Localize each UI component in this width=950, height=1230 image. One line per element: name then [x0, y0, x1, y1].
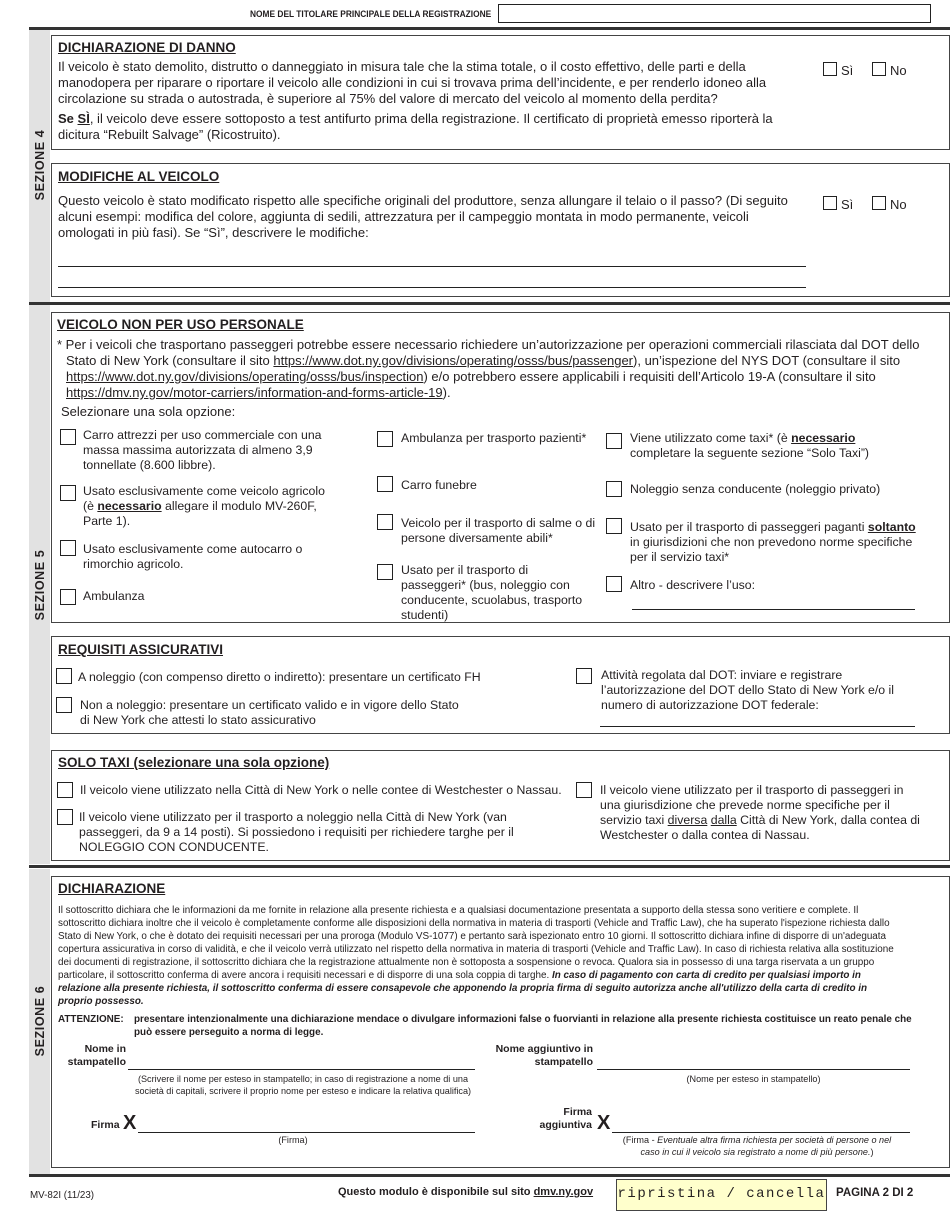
owner-name-input[interactable] — [498, 4, 931, 23]
divider — [29, 27, 950, 30]
dot-regulated-checkbox[interactable] — [576, 668, 592, 684]
tow-truck-checkbox[interactable] — [60, 429, 76, 445]
owner-label: NOME DEL TITOLARE PRINCIPALE DELLA REGISTRAZIONE — [250, 9, 492, 20]
passenger-transport-label: Usato per il trasporto di passeggeri* (bus, noleggio con conducente, scuolabus, trasporto studenti) — [401, 563, 583, 622]
additional-name-line[interactable] — [597, 1069, 910, 1070]
farm-truck-checkbox[interactable] — [60, 540, 76, 556]
paying-passengers-label: Usato per il trasporto di passeggeri paganti soltanto in giurisdizioni che non prevedono norme specifiche per il servizio taxi* — [630, 520, 916, 564]
signature-label: Firma — [91, 1119, 120, 1131]
mods-question: Questo veicolo è stato modificato rispetto alle specifiche originali del produttore, senza allungare il telaio o il passo? (Di seguito alcuni esempi: modifica del colore, aggiunta di sedili, attrezzatura per il campeggio montata in modo permanente, veicoli omologati in più fasi). Se “Sì”, descrivere le modifiche: — [58, 193, 788, 240]
other-use-label: Altro - descrivere l’uso: — [630, 578, 756, 592]
mods-line-2[interactable] — [58, 287, 806, 288]
paying-passengers-checkbox[interactable] — [606, 518, 622, 534]
damage-yes-label: Sì — [841, 63, 854, 78]
nonpersonal-intro: * Per i veicoli che trasportano passeggeri potrebbe essere necessario richiedere un’autorizzazione per operazioni commerciali rilasciata dal DOT dello Stato di New York (consultare il sito https://www.dot.ny.gov/divisions/operating/osss/bus/passenger), un’ispezione del NYS DOT (consultare il sito https://www.dot.ny.gov/divisions/operating/osss/bus/inspection) e/o potrebbero essere applicabili i requisiti dell’Articolo 19-A (consultare il sito https://dmv.ny.gov/motor-carriers/information-and-forms-article-19). — [57, 337, 920, 400]
mods-yes-label: Sì — [841, 197, 854, 212]
dot-number-line[interactable] — [600, 726, 915, 727]
passenger-transport-checkbox[interactable] — [377, 564, 393, 580]
form-id: MV-82I (11/23) — [30, 1190, 95, 1201]
page-number: PAGINA 2 DI 2 — [836, 1187, 914, 1199]
damage-no-label: No — [890, 63, 907, 78]
print-name-label: Nome in stampatello — [67, 1043, 126, 1068]
tow-truck-label: Carro attrezzi per uso commerciale con una massa massima autorizzata di almeno 3,9 tonnellate (8.600 libbre). — [83, 428, 322, 472]
article-19-link[interactable]: https://dmv.ny.gov/motor-carriers/information-and-forms-article-19 — [66, 385, 443, 400]
other-jurisdiction-checkbox[interactable] — [576, 782, 592, 798]
dot-regulated-label: Attività regolata dal DOT: inviare e registrare l’autorizzazione del DOT dello Stato di New York e/o il numero di autorizzazione DOT federale: — [601, 668, 895, 712]
signature-hint: (Firma) — [278, 1135, 308, 1145]
invalid-coach-checkbox[interactable] — [377, 514, 393, 530]
additional-signature-x-mark: X — [597, 1112, 611, 1134]
mods-no-label: No — [890, 197, 907, 212]
patient-ambulance-label: Ambulanza per trasporto pazienti* — [401, 431, 587, 445]
dmv-link[interactable]: dmv.ny.gov — [533, 1186, 594, 1198]
hearse-checkbox[interactable] — [377, 476, 393, 492]
select-one-label: Selezionare una sola opzione: — [61, 404, 236, 419]
nyc-taxi-checkbox[interactable] — [57, 782, 73, 798]
divider — [29, 302, 950, 305]
signature-x-mark: X — [123, 1112, 137, 1134]
for-hire-checkbox[interactable] — [56, 668, 72, 684]
mods-no-checkbox[interactable] — [872, 196, 886, 210]
mods-yes-checkbox[interactable] — [823, 196, 837, 210]
ambulance-label: Ambulanza — [83, 589, 145, 603]
section-5-label: SEZIONE 5 — [33, 549, 47, 621]
not-for-hire-checkbox[interactable] — [56, 697, 72, 713]
damage-question: Il veicolo è stato demolito, distrutto o danneggiato in misura tale che la stima totale, o il costo effettivo, delle parti e della manodopera per riparare o riportare il veicolo alle condizioni in cui si trovava prima dell’incidente, e per renderlo idoneo alla circolazione su strada o autostrada, è superiore al 75% del valore di mercato del veicolo al momento della perdita? — [58, 59, 767, 106]
section-4-label: SEZIONE 4 — [33, 129, 47, 201]
additional-name-label: Nome aggiuntivo in stampatello — [495, 1043, 593, 1068]
not-for-hire-label: Non a noleggio: presentare un certificato valido e in vigore dello Stato di New York che attesti lo stato assicurativo — [80, 698, 459, 727]
invalid-coach-label: Veicolo per il trasporto di salme o di persone diversamente abili* — [401, 516, 596, 545]
taxi-label: Viene utilizzato come taxi* (è necessario completare la seguente sezione “Solo Taxi”) — [630, 431, 870, 460]
hearse-label: Carro funebre — [401, 478, 477, 492]
section-6-label: SEZIONE 6 — [33, 985, 47, 1057]
signature-line[interactable] — [138, 1132, 475, 1133]
damage-title: DICHIARAZIONE DI DANNO — [58, 40, 236, 55]
declaration-title: DICHIARAZIONE — [58, 881, 166, 896]
patient-ambulance-checkbox[interactable] — [377, 431, 393, 447]
damage-no-checkbox[interactable] — [872, 62, 886, 76]
other-use-checkbox[interactable] — [606, 576, 622, 592]
insurance-title: REQUISITI ASSICURATIVI — [58, 642, 224, 657]
warning-text: ATTENZIONE: presentare intenzionalmente una dichiarazione mendace o divulgare informazioni false o fuorvianti in relazione alla presente richiesta costituisce un reato penale che può essere perseguito a norma di legge. — [58, 1014, 912, 1038]
farm-truck-label: Usato esclusivamente come autocarro o rimorchio agricolo. — [83, 542, 303, 571]
availability-text: Questo modulo è disponibile sul sito dmv.ny.gov — [338, 1186, 594, 1198]
print-name-line[interactable] — [128, 1069, 475, 1070]
nonpersonal-title: VEICOLO NON PER USO PERSONALE — [57, 317, 304, 332]
damage-note: Se SÌ, il veicolo deve essere sottoposto a test antifurto prima della registrazione. Il certificato di proprietà emesso riporterà la dicitura “Rebuilt Salvage” (Ricostruito). — [58, 111, 773, 142]
taxi-title: SOLO TAXI (selezionare una sola opzione) — [58, 755, 330, 770]
declaration-body: Il sottoscritto dichiara che le informazioni da me fornite in relazione alla presente richiesta e a qualsiasi documentazione presentata a supporto della stessa sono veritiere e complete. Il sottoscritto dichiara inoltre che il veicolo è completamente conforme alle disposizioni della normativa in materia di trasporti (Vehicle and Traffic Law), che ha superato l'ispezione richiesta dallo Stato di New York, o che è dotato dei requisiti necessari per una proroga (Modulo VS-1077) e pertanto sarà ispezionato entro 10 giorni. Il sottoscritto dichiara infine di disporre di un'adeguata copertura assicurativa in corso di validità, e che il veicolo verrà utilizzato nel rispetto della normativa in materia di trasporti (Vehicle and Traffic Law). In caso di richiesta relativa alla sostituzione dei documenti di registrazione, il sottoscritto dichiara che la registrazione attualmente non è sottoposta a sospensione o revoca. Qualora sia in possesso di una targa riservata a un gruppo particolare, il sottoscritto conferma di avere ancora i requisiti necessari e di disporre di una sola coppia di targhe. In caso di pagamento con carta di credito per qualsiasi importo in relazione alla presente richiesta, il sottoscritto conferma di essere consapevole che apponendo la propria firma di seguito autorizza anche all'utilizzo della carta di credito in proprio possesso. — [58, 905, 894, 1007]
taxi-checkbox[interactable] — [606, 433, 622, 449]
farm-vehicle-label: Usato esclusivamente come veicolo agricolo (è necessario allegare il modulo MV-260F, Parte 1). — [83, 484, 325, 528]
reset-clear-button[interactable]: ripristina / cancella — [616, 1179, 827, 1211]
other-use-line[interactable] — [632, 609, 915, 610]
ambulance-checkbox[interactable] — [60, 589, 76, 605]
mods-title: MODIFICHE AL VEICOLO — [58, 169, 220, 184]
farm-vehicle-checkbox[interactable] — [60, 485, 76, 501]
other-jurisdiction-label: Il veicolo viene utilizzato per il trasporto di passeggeri in una giurisdizione che prevede norme specifiche per il servizio taxi diversa dalla Città di New York, dalla contea di Westchester o dalla contea di Nassau. — [600, 783, 920, 842]
inspection-link[interactable]: https://www.dot.ny.gov/divisions/operating/osss/bus/inspection — [66, 369, 424, 384]
additional-signature-label: Firma aggiuntiva — [539, 1106, 592, 1131]
additional-signature-hint: (Firma - Eventuale altra firma richiesta per società di persone o nel caso in cui il veicolo sia registrato a nome di più persone.) — [622, 1135, 892, 1157]
nyc-taxi-label: Il veicolo viene utilizzato nella Città di New York o nelle contee di Westchester o Nassau. — [80, 783, 562, 797]
passenger-link[interactable]: https://www.dot.ny.gov/divisions/operating/osss/bus/passenger — [273, 353, 634, 368]
divider — [29, 1174, 950, 1177]
rental-checkbox[interactable] — [606, 481, 622, 497]
divider — [29, 865, 950, 868]
additional-signature-line[interactable] — [612, 1132, 910, 1133]
nyc-livery-checkbox[interactable] — [57, 809, 73, 825]
print-name-hint: (Scrivere il nome per esteso in stampatello; in caso di registrazione a nome di una società di capitali, scrivere il proprio nome per esteso e indicare la relativa qualifica) — [134, 1074, 472, 1096]
mods-line-1[interactable] — [58, 266, 806, 267]
for-hire-label: A noleggio (con compenso diretto o indiretto): presentare un certificato FH — [78, 670, 481, 684]
nyc-livery-label: Il veicolo viene utilizzato per il trasporto a noleggio nella Città di New York (van passeggeri, da 9 a 14 posti). Si possiedono i requisiti per richiedere targhe per il NOLEGGIO CON CONDUCENTE. — [79, 810, 514, 854]
damage-yes-checkbox[interactable] — [823, 62, 837, 76]
rental-label: Noleggio senza conducente (noleggio privato) — [630, 482, 881, 496]
additional-name-hint: (Nome per esteso in stampatello) — [686, 1074, 821, 1084]
